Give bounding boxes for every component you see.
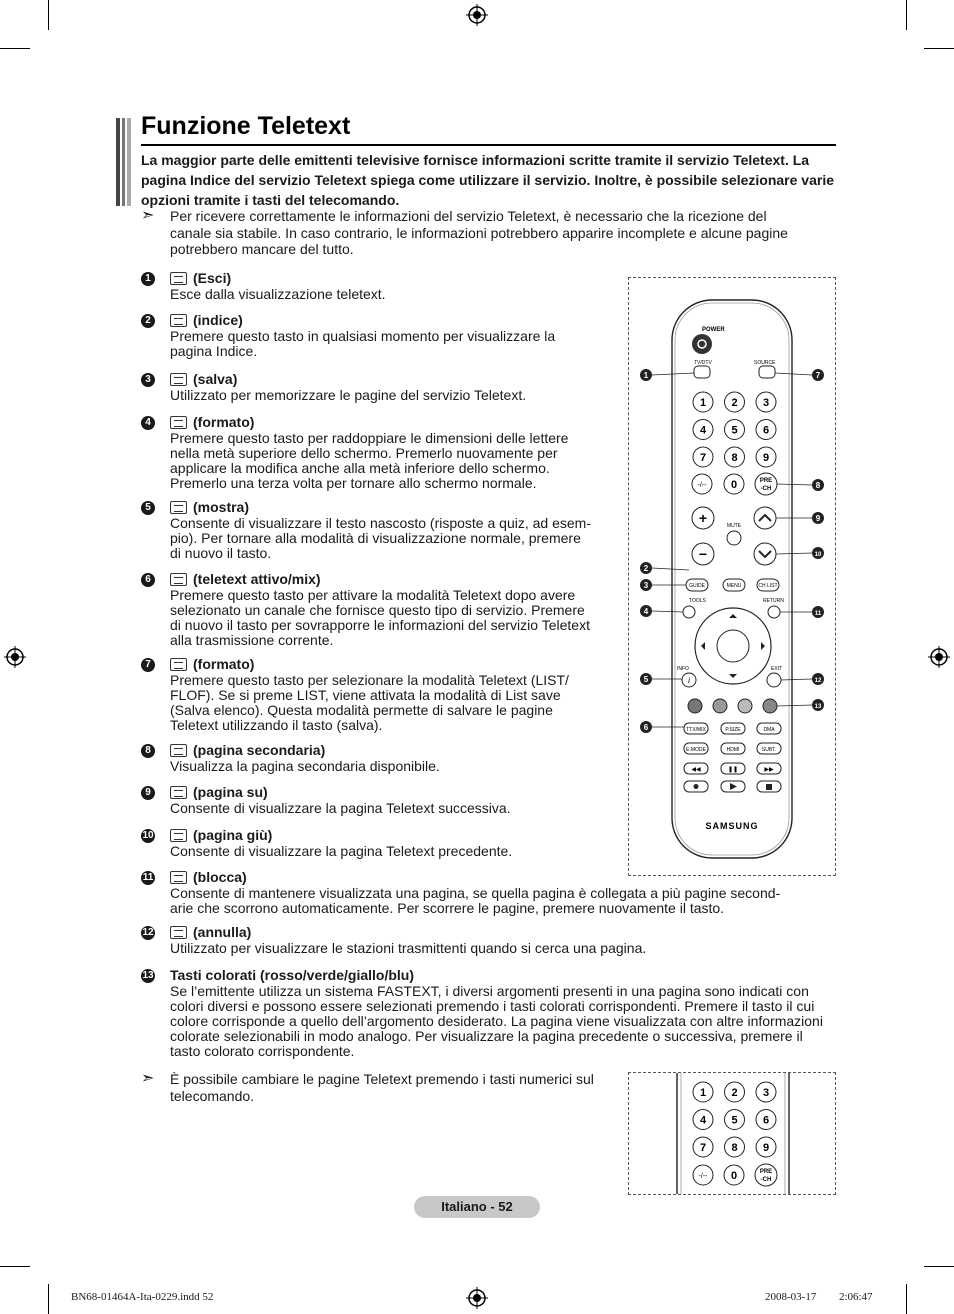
digit-3-label: 3 [762, 397, 770, 409]
digit-9-label: 9 [762, 452, 770, 464]
note-stable-reception [141, 208, 836, 258]
note-text: Per ricevere correttamente le informazioni del servizio Teletext, è necessario che la ricezione del canale sia stabile. In caso contrario, le informazioni potrebbero apparire incomplete e alcune pagine potrebbero mancare del tutto. [170, 208, 788, 257]
item-heading: (salva) [170, 372, 237, 387]
item-heading: (mostra) [170, 500, 249, 515]
svg-text:11: 11 [814, 611, 822, 617]
channel-up-button[interactable] [754, 507, 776, 529]
item-description: Consente di mantenere visualizzata una pagina, se quella pagina è collegata a più pagine second- arie che scorrono automaticamente. Per scorrere le pagine, premere nuovamente il tasto. [170, 885, 781, 916]
digit-2-label: 2 [731, 1087, 738, 1099]
mute-label: MUTE [726, 523, 742, 529]
teletext-button-icon [170, 314, 187, 327]
teletext-button-icon [170, 786, 187, 799]
note-text: È possibile cambiare le pagine Teletext premendo i tasti numerici sul telecomando. [170, 1071, 594, 1104]
teletext-button-icon [170, 272, 187, 285]
digit-1-label: 1 [699, 397, 707, 409]
crop-mark [924, 48, 954, 49]
digit-8-label: 8 [731, 1142, 738, 1154]
info-label: INFO [677, 666, 689, 672]
svg-text:−: − [698, 546, 708, 562]
teletext-button-icon [170, 373, 187, 386]
crop-mark [924, 1266, 954, 1267]
svg-text:❚❚: ❚❚ [727, 767, 739, 773]
digit-8-label: 8 [731, 452, 738, 464]
crop-mark [0, 48, 30, 49]
crop-mark [48, 1284, 49, 1314]
item-description: Premere questo tasto per raddoppiare le dimensioni delle lettere nella metà superiore dello schermo. Premerlo nuovamente per applicare la modifica anche alla metà inferiore dello schermo. Premerlo una terza volta per tornare allo schermo normale. [170, 430, 569, 491]
item-number-badge: 6 [141, 573, 155, 587]
tvdtv-button[interactable] [694, 366, 710, 378]
svg-text:13: 13 [814, 704, 822, 710]
digit-1-label: 1 [699, 1087, 707, 1099]
hdmi-label: HDMI [726, 747, 740, 753]
svg-text:PRE: PRE [759, 1169, 773, 1175]
item-heading: (blocca) [170, 870, 247, 885]
item-heading: (formato) [170, 415, 254, 430]
digit-9-label: 9 [762, 1142, 770, 1154]
item-heading: (pagina secondaria) [170, 743, 325, 758]
teletext-button-icon [170, 501, 187, 514]
print-slug-file: BN68-01464A-Ita-0229.indd 52 [71, 1291, 214, 1303]
svg-text:-/--: -/-- [698, 1173, 708, 1180]
tools-button[interactable] [683, 606, 695, 618]
enter-button[interactable] [717, 630, 749, 662]
crop-mark [906, 1284, 907, 1314]
svg-text:▶▶: ▶▶ [764, 767, 774, 773]
item-number-badge: 7 [141, 658, 155, 672]
digit-4-label: 4 [699, 424, 707, 437]
remote-numeric-detail [628, 1072, 836, 1195]
note-numeric-keys [141, 1071, 621, 1107]
registration-mark-icon [466, 1287, 488, 1309]
guide-label: GUIDE [689, 583, 705, 589]
mute-button[interactable] [727, 531, 741, 545]
brand-logo: SAMSUNG [705, 821, 759, 831]
teletext-button-icon [170, 926, 187, 939]
crop-mark [0, 1266, 30, 1267]
item-heading: (Esci) [170, 271, 231, 286]
dma-label: DMA [763, 727, 775, 733]
return-label: RETURN [763, 598, 784, 604]
teletext-button-icon [170, 871, 187, 884]
note-arrow-icon: ➣ [141, 1070, 155, 1087]
svg-text:8: 8 [815, 481, 821, 490]
item-number-badge: 4 [141, 416, 155, 430]
intro-paragraph: La maggior parte delle emittenti televisive fornisce informazioni scritte tramite il servizio Teletext. La pagina Indice del servizio Teletext spiega come utilizzare il servizio. Inoltre, è possibile selezionare varie opzioni tramite i tasti del telecomando. [141, 152, 834, 208]
svg-text:1: 1 [643, 371, 649, 380]
numeric-keypad-diagram [629, 1073, 835, 1194]
title-rule [141, 144, 836, 146]
page-number-footer: Italiano - 52 [414, 1196, 540, 1218]
item-number-badge: 1 [141, 272, 155, 286]
item-description: Premere questo tasto per selezionare la modalità Teletext (LIST/ FLOF). Se si preme LIST, viene attivata la modalità di List save (Salva elenco). Questa modalità permette di salvare le pagine Teletext utilizzando il tasto (salva). [170, 672, 569, 733]
svg-text:9: 9 [815, 514, 821, 523]
item-number-badge: 5 [141, 501, 155, 515]
svg-text:PRE: PRE [759, 478, 773, 484]
dash-label: -/-- [697, 482, 707, 489]
digit-keypad [693, 392, 776, 467]
svg-text:10: 10 [814, 552, 822, 558]
digit-4-label: 4 [699, 1114, 707, 1127]
teletext-button-icon [170, 658, 187, 671]
exit-button[interactable] [767, 673, 781, 687]
tools-label: TOOLS [689, 598, 706, 604]
power-label: POWER [702, 327, 725, 333]
title-bar-decoration [116, 118, 131, 206]
item-heading: (pagina su) [170, 785, 268, 800]
zero-label: 0 [730, 479, 738, 491]
svg-text:-CH: -CH [760, 486, 772, 492]
svg-text:4: 4 [643, 607, 649, 616]
tvdtv-label: TV/DTV [694, 360, 712, 366]
item-description: Utilizzato per memorizzare le pagine del servizio Teletext. [170, 387, 527, 403]
svg-text:◀◀: ◀◀ [691, 767, 701, 773]
psize-label: P.SIZE [725, 727, 741, 733]
registration-mark-icon [928, 646, 950, 668]
power-button[interactable] [692, 334, 712, 354]
item-heading: (pagina giù) [170, 828, 272, 843]
svg-text:i: i [688, 676, 690, 685]
svg-text:2: 2 [643, 564, 649, 573]
return-button[interactable] [768, 606, 780, 618]
remote-illustration [628, 277, 836, 876]
source-button[interactable] [759, 366, 775, 378]
item-number-badge: 13 [142, 970, 154, 981]
subt-label: SUBT. [761, 747, 777, 753]
teletext-button-icon [170, 829, 187, 842]
svg-text:-CH: -CH [760, 1177, 772, 1183]
chlist-label: CH LIST [758, 583, 778, 589]
item-number-badge: 9 [141, 786, 155, 800]
source-label: SOURCE [754, 360, 776, 366]
item-number-badge: 3 [141, 373, 155, 387]
item-description: Premere questo tasto per attivare la modalità Teletext dopo avere selezionato un canale che fornisce questo tipo di servizio. Premere di nuovo il tasto per sovrapporre le informazioni del servizio Teletext alla trasmissione corrente. [170, 587, 590, 648]
yellow-button[interactable] [738, 699, 752, 713]
item-heading: (teletext attivo/mix) [170, 572, 321, 587]
digit-5-label: 5 [731, 1114, 738, 1127]
item-number-badge: 2 [141, 314, 155, 328]
digit-7-label: 7 [699, 452, 707, 464]
ttxmix-label: TTX/MIX [686, 727, 706, 733]
digit-6-label: 6 [762, 1114, 770, 1127]
svg-text:6: 6 [643, 723, 649, 732]
note-arrow-icon: ➣ [141, 207, 155, 224]
item-heading: Tasti colorati (rosso/verde/giallo/blu) [170, 967, 415, 983]
crop-mark [48, 0, 49, 30]
registration-mark-icon [466, 4, 488, 26]
item-number-badge: 11 [142, 872, 154, 883]
exit-label: EXIT [771, 666, 783, 672]
svg-text:3: 3 [643, 581, 649, 590]
registration-mark-icon [4, 646, 26, 668]
digit-5-label: 5 [731, 424, 738, 437]
item-description: Consente di visualizzare la pagina Teletext successiva. [170, 800, 511, 816]
blue-button[interactable] [763, 699, 777, 713]
item-description: Se l’emittente utilizza un sistema FASTEXT, i diversi argomenti presenti in una pagina sono indicati con colori diversi e possono essere selezionati premendo i tasti colorati corrispondenti. Premere il tasto il cui colore corrisponde a quello dell’argomento desiderato. La pagina viene visualizzata con altre informazioni colorate selezionabili in modo analogo. Per visualizzare la pagina precedente o successiva, premere il tasto colorato corrispondente. [170, 983, 823, 1059]
menu-label: MENU [726, 583, 742, 589]
digit-3-label: 3 [762, 1087, 770, 1099]
item-number-badge: 12 [142, 927, 154, 938]
green-button[interactable] [713, 699, 727, 713]
page-title: Funzione Teletext [141, 112, 351, 140]
svg-text:5: 5 [643, 675, 649, 684]
item-number-badge: 8 [141, 744, 155, 758]
channel-down-button[interactable] [754, 543, 776, 565]
item-description: Esce dalla visualizzazione teletext. [170, 286, 386, 302]
item-heading: (indice) [170, 313, 243, 328]
item-description: Consente di visualizzare la pagina Teletext precedente. [170, 843, 513, 859]
teletext-button-icon [170, 744, 187, 757]
item-description: Visualizza la pagina secondaria disponibile. [170, 758, 440, 774]
digit-6-label: 6 [762, 424, 770, 437]
teletext-button-icon [170, 416, 187, 429]
svg-text:+: + [698, 510, 708, 526]
item-number-badge: 10 [142, 830, 154, 841]
svg-text:0: 0 [730, 1170, 738, 1182]
print-slug-date: 2008-03-17 ￿￿ 2:06:47 [765, 1291, 873, 1303]
teletext-button-icon [170, 573, 187, 586]
digit-2-label: 2 [731, 397, 738, 409]
item-heading: (formato) [170, 657, 254, 672]
svg-text:7: 7 [815, 371, 821, 380]
digit-7-label: 7 [699, 1142, 707, 1154]
item-heading: (annulla) [170, 925, 251, 940]
red-button[interactable] [688, 699, 702, 713]
remote-control-diagram [629, 278, 835, 875]
emode-label: E.MODE [686, 747, 706, 753]
item-description: Consente di visualizzare il testo nascosto (risposte a quiz, ad esem- pio). Per tornare alla modalità di visualizzazione normale, premere di nuovo il tasto. [170, 515, 591, 561]
crop-mark [906, 0, 907, 30]
item-description: Premere questo tasto in qualsiasi momento per visualizzare la pagina Indice. [170, 328, 556, 359]
item-description: Utilizzato per visualizzare le stazioni trasmittenti quando si cerca una pagina. [170, 940, 647, 956]
svg-text:12: 12 [814, 678, 822, 684]
